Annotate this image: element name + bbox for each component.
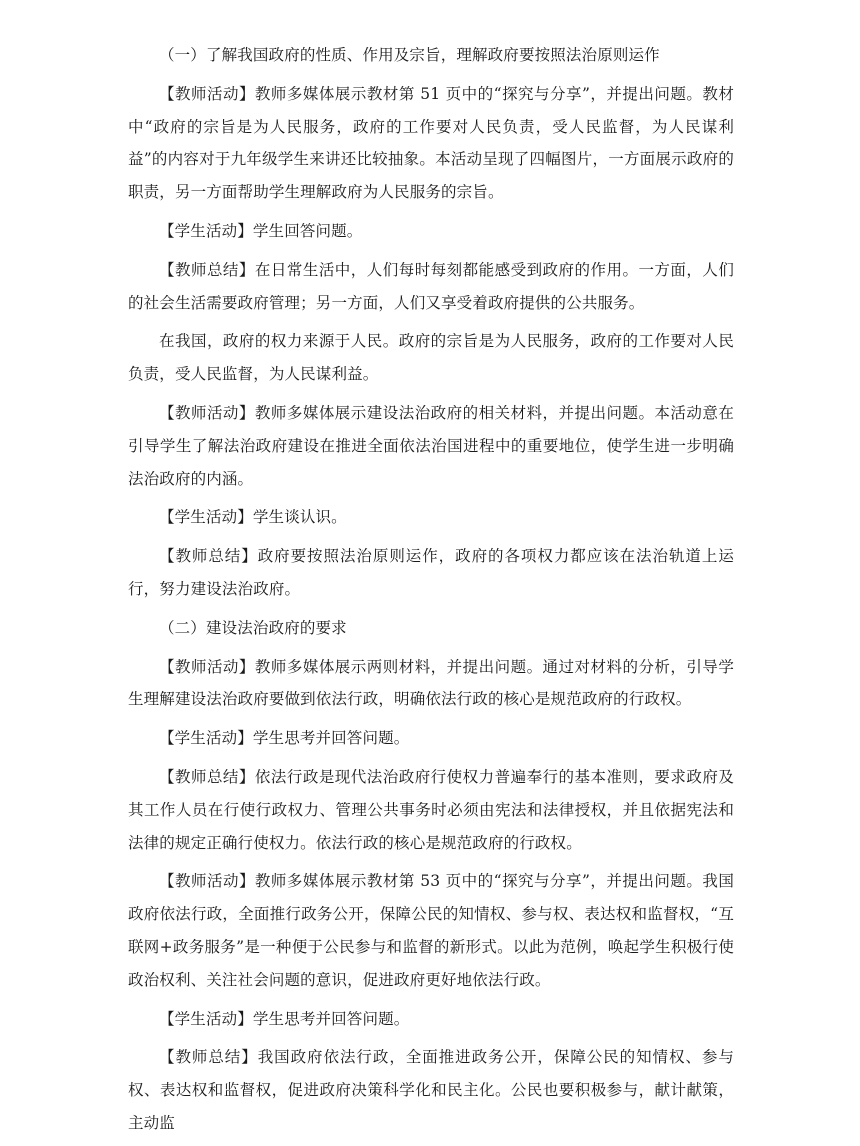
section-heading-2: （二）建设法治政府的要求 bbox=[159, 618, 347, 637]
body-paragraph: 在我国，政府的权力来源于人民。政府的宗旨是为人民服务，政府的工作要对人民负责，受人民监督，为人民谋利益。 bbox=[128, 332, 734, 384]
student-activity-paragraph: 【学生活动】学生思考并回答问题。 bbox=[159, 1009, 410, 1028]
student-activity-paragraph: 【学生活动】学生谈认识。 bbox=[159, 508, 347, 527]
student-activity-paragraph: 【学生活动】学生回答问题。 bbox=[159, 221, 363, 240]
teacher-summary-paragraph: 【教师总结】政府要按照法治原则运作，政府的各项权力都应该在法治轨道上运行，努力建设法治政府。 bbox=[128, 547, 734, 598]
teacher-summary-paragraph: 【教师总结】依法行政是现代法治政府行使权力普遍奉行的基本准则，要求政府及其工作人员在行使行政权力、管理公共事务时必须由宪法和法律授权，并且依据宪法和法律的规定正确行使权力。依法行政的核心是规范政府的行政权。 bbox=[128, 767, 734, 852]
section-heading-1: （一）了解我国政府的性质、作用及宗旨，理解政府要按照法治原则运作 bbox=[159, 46, 660, 64]
student-activity-paragraph: 【学生活动】学生思考并回答问题。 bbox=[159, 729, 410, 748]
teacher-activity-paragraph: 【教师活动】教师多媒体展示建设法治政府的相关材料，并提出问题。本活动意在引导学生了解法治政府建设在推进全面依法治国进程中的重要地位，使学生进一步明确法治政府的内涵。 bbox=[128, 403, 734, 488]
teacher-activity-paragraph: 【教师活动】教师多媒体展示教材第 53 页中的“探究与分享”，并提出问题。我国政府依法行政，全面推行政务公开，保障公民的知情权、参与权、表达权和监督权，“互联网+政务服务”是一种便于公民参与和监督的新形式。以此为范例，唤起学生积极行使政治权利、关注社会问题的意识，促进政府更好地依法行政。 bbox=[128, 872, 734, 989]
document-page bbox=[128, 39, 734, 1146]
teacher-activity-paragraph: 【教师活动】教师多媒体展示两则材料，并提出问题。通过对材料的分析，引导学生理解建设法治政府要做到依法行政，明确依法行政的核心是规范政府的行政权。 bbox=[128, 657, 734, 709]
teacher-activity-paragraph: 【教师活动】教师多媒体展示教材第 51 页中的“探究与分享”，并提出问题。教材中“政府的宗旨是为人民服务，政府的工作要对人民负责，受人民监督，为人民谋利益”的内容对于九年级学生来讲还比较抽象。本活动呈现了四幅图片，一方面展示政府的职责，另一方面帮助学生理解政府为人民服务的宗旨。 bbox=[128, 84, 734, 202]
teacher-summary-paragraph: 【教师总结】我国政府依法行政，全面推进政务公开，保障公民的知情权、参与权、表达权和监督权，促进政府决策科学化和民主化。公民也要积极参与，献计献策，主动监 bbox=[128, 1048, 734, 1132]
teacher-summary-paragraph: 【教师总结】在日常生活中，人们每时每刻都能感受到政府的作用。一方面，人们的社会生活需要政府管理；另一方面，人们又享受着政府提供的公共服务。 bbox=[128, 260, 734, 312]
